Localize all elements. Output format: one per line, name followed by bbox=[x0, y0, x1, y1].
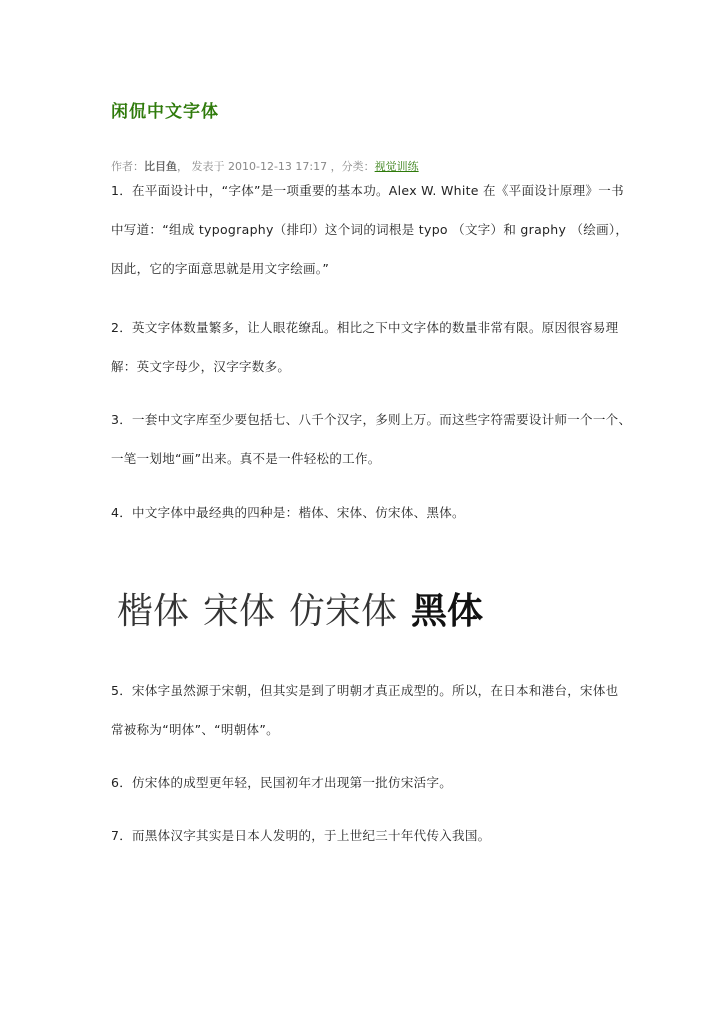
paragraph-line: 4．中文字体中最经典的四种是：楷体、宋体、仿宋体、黑体。 bbox=[111, 505, 465, 520]
article-meta bbox=[111, 158, 419, 174]
paragraph-line: 中写道：“组成 typography（排印）这个词的词根是 typo （文字）和 graphy （绘画）， bbox=[111, 222, 629, 237]
paragraph-line: 7．而黑体汉字其实是日本人发明的，于上世纪三十年代传入我国。 bbox=[111, 828, 491, 843]
publish-info: 发表于 2010-12-13 17:17 ，分类： bbox=[191, 160, 375, 173]
font-sample-kaiti: 楷体 bbox=[117, 591, 190, 632]
font-sample-songti: 宋体 bbox=[203, 591, 276, 631]
category-link[interactable]: 视觉训练 bbox=[374, 160, 419, 173]
paragraph-line: 因此，它的字面意思就是用文字绘画。” bbox=[111, 261, 330, 276]
paragraph-line: 3．一套中文字库至少要包括七、八千个汉字，多则上万。而这些字符需要设计师一个一个、 bbox=[111, 412, 632, 427]
font-sample-image bbox=[117, 586, 497, 636]
author-prefix: 作者： bbox=[111, 160, 144, 173]
author-name[interactable]: 比目鱼 bbox=[144, 160, 177, 173]
article-title: 闲侃中文字体 bbox=[111, 102, 219, 122]
paragraph-line: 6．仿宋体的成型更年轻，民国初年才出现第一批仿宋活字。 bbox=[111, 775, 453, 790]
paragraph-line: 2．英文字体数量繁多，让人眼花缭乱。相比之下中文字体的数量非常有限。原因很容易理 bbox=[111, 320, 619, 335]
paragraph-line: 1．在平面设计中，“字体”是一项重要的基本功。Alex W. White 在《平面设计原理》一书 bbox=[111, 183, 624, 198]
paragraph-line: 解：英文字母少，汉字字数多。 bbox=[111, 359, 291, 374]
paragraph-line: 5．宋体字虽然源于宋朝，但其实是到了明朝才真正成型的。所以，在日本和港台，宋体也 bbox=[111, 683, 619, 698]
paragraph-line: 常被称为“明体”、“明朝体”。 bbox=[111, 722, 279, 737]
font-sample-fangsong: 仿宋体 bbox=[289, 591, 398, 632]
font-sample-heiti: 黑体 bbox=[411, 591, 484, 632]
paragraph-line: 一笔一划地“画”出来。真不是一件轻松的工作。 bbox=[111, 451, 381, 466]
meta-separator: ， bbox=[177, 160, 188, 173]
